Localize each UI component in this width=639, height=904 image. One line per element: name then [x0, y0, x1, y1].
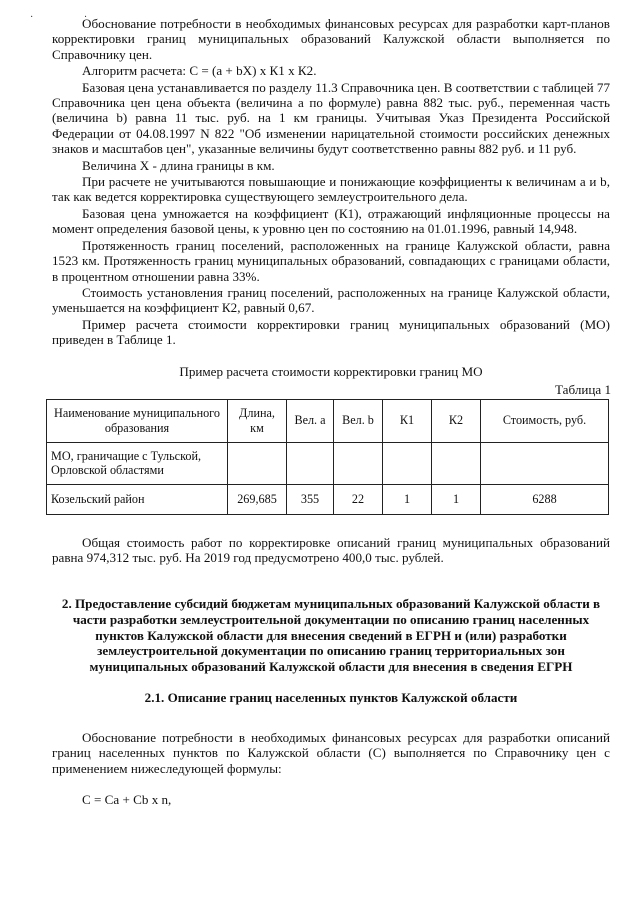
paragraph-k1: Базовая цена умножается на коэффициент (К1), отражающий инфляционные процессы на момент определения базовой цены, к уровню цен по состоянию на 01.01.1996, равный 14,948.	[52, 205, 610, 237]
cell-empty	[432, 442, 481, 484]
header-k2: К2	[432, 399, 481, 442]
cell-b: 22	[334, 484, 383, 514]
table-row	[47, 484, 609, 514]
cell-length: 269,685	[228, 484, 287, 514]
formula: С = Са + Сb х n,	[82, 792, 172, 808]
table-label: Таблица 1	[555, 381, 611, 397]
paragraph-example: Пример расчета стоимости корректировки границ муниципальных образований (МО) приведен в Таблице 1.	[52, 316, 610, 348]
paragraph-total: Общая стоимость работ по корректировке описаний границ муниципальных образований равна 974,312 тыс. руб. На 2019 год предусмотрено 400,0 тыс. рублей.	[52, 534, 610, 565]
header-length: Длина, км	[228, 399, 287, 442]
cell-name: Козельский район	[47, 484, 228, 514]
table-row	[47, 442, 609, 484]
header-b: Вел. b	[334, 399, 383, 442]
header-name: Наименование муниципального образования	[47, 399, 228, 442]
document-page	[52, 0, 610, 808]
header-k1: К1	[383, 399, 432, 442]
section-heading-2: 2. Предоставление субсидий бюджетам муниципальных образований Калужской области в части разработки землеустроительной документации по описанию границ населенных пунктов Калужской области для внесения сведений в ЕГРН и (или) разработки землеустроительной документации по описанию границ территориальных зон муниципальных образований Калужской области для внесения в сведения ЕГРН	[61, 596, 601, 674]
scan-specks: · ·	[30, 12, 112, 23]
cell-empty	[287, 442, 334, 484]
table-title: Пример расчета стоимости корректировки границ МО	[179, 363, 483, 379]
header-a: Вел. а	[287, 399, 334, 442]
paragraph-k2: Стоимость установления границ поселений, расположенных на границе Калужской области, уменьшается на коэффициент К2, равный 0,67.	[52, 284, 610, 316]
cell-empty	[334, 442, 383, 484]
cell-empty	[383, 442, 432, 484]
paragraph-base-price: Базовая цена устанавливается по разделу 11.3 Справочника цен. В соответствии с таблицей 77 Справочника цен цена объекта (величина а по формуле) равна 882 тыс. руб., переменная часть (величина b) равна 11 тыс. руб. на 1 км границы. Учитывая Указ Президента Российской Федерации от 04.08.1997 N 822 "Об изменении нарицательной стоимости российских денежных знаков и масштабов цен", указанные величины будут соответственно равны 882 руб. и 11 руб.	[52, 79, 610, 157]
cell-a: 355	[287, 484, 334, 514]
paragraph-algorithm: Алгоритм расчета: С = (а + bX) х К1 х К2.	[82, 63, 317, 79]
cell-name: МО, граничащие с Тульской, Орловской областями	[47, 442, 228, 484]
cost-table	[46, 399, 609, 515]
paragraph-length: Протяженность границ поселений, расположенных на границе Калужской области, равна 1523 км. Протяженность границ муниципальных образований, совпадающих с границами области, в процентном отношении равна 33%.	[52, 237, 610, 284]
section-heading-2-1: 2.1. Описание границ населенных пунктов Калужской области	[144, 690, 518, 706]
cell-empty	[228, 442, 287, 484]
cell-empty	[481, 442, 609, 484]
paragraph-settlements: Обоснование потребности в необходимых финансовых ресурсах для разработки описаний границ населенных пунктов по Калужской области (С) выполняется по Справочнику цен с применением нижеследующей формулы:	[52, 729, 610, 776]
paragraph-x-value: Величина X - длина границы в км.	[82, 157, 275, 173]
paragraph-justification: Обоснование потребности в необходимых финансовых ресурсах для разработки карт-планов корректировки границ муниципальных образований Калужской области выполняется по Справочнику цен.	[52, 16, 610, 62]
table-header-row	[47, 399, 609, 442]
paragraph-coefficients: При расчете не учитываются повышающие и понижающие коэффициенты к величинам а и b, так как ведется корректировка существующего землеустроительного дела.	[52, 174, 610, 205]
cell-k1: 1	[383, 484, 432, 514]
header-cost: Стоимость, руб.	[481, 399, 609, 442]
cell-cost: 6288	[481, 484, 609, 514]
cell-k2: 1	[432, 484, 481, 514]
